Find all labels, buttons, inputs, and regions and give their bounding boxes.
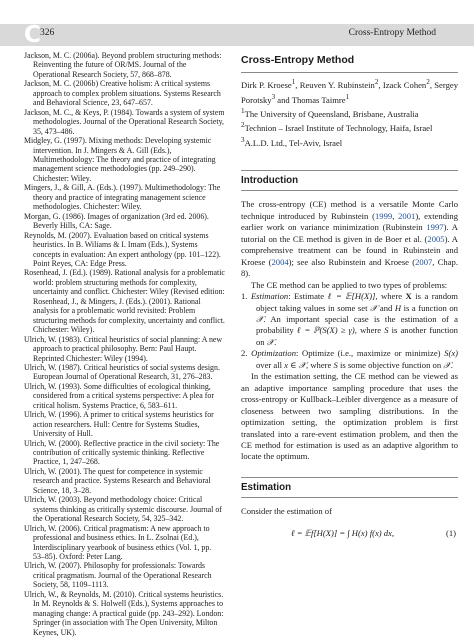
reference-item: Morgan, G. (1986). Images of organization (3rd ed. 2006). Beverly Hills, CA: Sage. (24, 211, 209, 231)
estimation-paragraph: Consider the estimation of (241, 506, 332, 517)
reference-item: Ulrich, W. (2001). The quest for competence in systemic research and practice. Systems Research and Behavioral Science, 18, 3–28. (24, 466, 211, 495)
citation-link[interactable]: 2004 (271, 256, 289, 267)
list-item (241, 348, 458, 371)
equation-1 (241, 523, 458, 545)
reference-item: Ulrich, W. (1996). A primer to critical systems heuristics for action researchers. Hull: Centre for Systems Studies, University of Hull. (24, 410, 214, 439)
author-name: Dirk P. Kroese (241, 80, 292, 91)
text-run: is some objective function on (337, 359, 444, 370)
list-term: Estimation (250, 291, 289, 302)
affiliation-mark: 3 (241, 135, 245, 144)
citation-link[interactable]: 2001 (398, 210, 416, 221)
text-run: . (274, 336, 277, 347)
reference-item: Ulrich, W. (2007). Philosophy for professionals: Towards critical pragmatism. Journal of the Operational Research Society, 58, 1109–1113. (24, 561, 212, 590)
section-rule (241, 190, 458, 191)
citation-link[interactable]: 1999 (375, 210, 393, 221)
text-run: : Estimate (288, 291, 328, 302)
math-inline: 𝒳 (443, 359, 451, 370)
affiliation-mark: 2 (426, 78, 430, 87)
author-name: , Sergey Porotsky (241, 80, 458, 105)
list-number: 1. (241, 291, 248, 302)
article-title: Cross-Entropy Method (241, 54, 355, 66)
page-number: 326 (40, 28, 55, 38)
section-heading-introduction: Introduction (241, 175, 299, 187)
reference-item: Jackson, M. C., & Keys, P. (1984). Towards a system of system methodologies. Journal of the Operational Research Society, 35, 473–486. (24, 107, 225, 136)
reference-item: Ulrich, W. (1983). Critical heuristics of social planning: A new approach to practical philosophy. Bern: Paul Haupt. Reprinted Chichester: Wiley (1994). (24, 334, 223, 363)
affiliation-text: Technion – Israel Institute of Technology, Haifa, Israel (244, 123, 433, 134)
list-number: 2. (241, 348, 248, 359)
intro-paragraph: The CE method can be applied to two types of problems: (251, 279, 448, 290)
running-title: Cross-Entropy Method (348, 28, 436, 38)
math-inline: x ∈ 𝒳 (284, 359, 307, 370)
text-run: , where (354, 325, 385, 336)
affiliation-text: A.L.D. Ltd., Tel-Aviv, Israel (244, 137, 343, 148)
math-inline: H (394, 302, 402, 313)
reference-item: Reynolds, M. (2007). Evaluation based on critical systems heuristics. In B. Wiliams & I. Imam (Eds.), Systems concepts in evaluation: An expert anthology (pp. 101–122). Point Reyes, CA: Edge Press. (24, 230, 221, 268)
author-name: , Izack Cohen (378, 80, 427, 91)
reference-item: Jackson, M. C. (2006b) Creative holism: A critical systems approach to complex problem situations. Systems Research and Behavioral Science, 23, 647–657. (24, 79, 221, 108)
author-name: and Thomas Taimre (275, 94, 346, 105)
article-column (241, 55, 458, 545)
title-rule (241, 72, 458, 73)
intro-paragraph: In the estimation setting, the CE method can be viewed as an adaptive importance sampling procedure that uses the cross-entropy or Kullback–Leibler divergence as a measure of closeness between two sampling distributions. In the optimization setting, the optimization problem is first translated into a rare-event estimation problem, and then the CE method for estimation is used as an adaptive algorithm to locate the optimum. (241, 371, 458, 462)
text-run: The cross-entropy (CE) method is a versatile Monte Carlo technique introduced by Rubinstein ( (241, 199, 458, 221)
equation-expression: ℓ = 𝔼f[H(X)] = ∫ H(x) f(x) dx, (291, 527, 395, 538)
affiliation-text: The University of Queensland, Brisbane, Australia (244, 108, 419, 119)
text-run: is another function on (256, 325, 458, 347)
text-run: and (377, 302, 395, 313)
math-inline: S (333, 359, 338, 370)
page-header (0, 24, 474, 46)
author-list (241, 77, 458, 106)
reference-item: Ulrich, W. (2003). Beyond methodology choice: Critical systems thinking as critically systemic discourse. Journal of the Operational Research Society, 54, 325–342. (24, 495, 222, 524)
reference-item: Ulrich, W. (2000). Reflective practice in the civil society: The contribution of critically systemic thinking. Reflective Practice, 1, 247–268. (24, 438, 220, 467)
reference-item: Ulrich, W. (1987). Critical heuristics of social systems design. European Journal of Operational Research, 31, 276–283. (24, 362, 220, 382)
math-inline: 𝒳 (266, 336, 275, 347)
section-rule (241, 477, 458, 478)
text-run: , where (306, 359, 334, 370)
text-run: over all (256, 359, 285, 370)
affiliation (241, 135, 458, 149)
reference-list (24, 51, 225, 637)
text-run: ). A tutorial on the CE method is given in de Boer et al. ( (241, 222, 458, 244)
math-inline: ℓ = ℙ(S(X) ≥ γ) (296, 325, 355, 336)
math-inline: X (405, 291, 412, 302)
citation-link[interactable]: 2007 (415, 256, 433, 267)
affiliation-mark: 1 (291, 78, 296, 87)
citation-link[interactable]: 2005 (427, 233, 445, 244)
math-inline: S (384, 325, 389, 336)
text-run: , Chap. 8). (241, 256, 458, 279)
problem-type-list (241, 291, 458, 371)
equation-number: (1) (445, 527, 456, 538)
math-inline: 𝒳 (256, 314, 264, 324)
section-heading-estimation: Estimation (241, 481, 292, 493)
math-inline: 𝒳 (369, 302, 378, 313)
affiliation (241, 106, 458, 120)
reference-item: Ulrich, W. (2006). Critical pragmatism: A new approach to professional and business ethics. In L. Zsolnai (Ed.), Interdisciplinary yearbook of business ethics (Vol. 1, pp. 53–85). Oxford: Peter Lang. (24, 523, 212, 562)
affiliation (241, 120, 458, 134)
text-run: : Optimize (i.e., maximize or minimize) (296, 348, 445, 359)
section-rule (241, 170, 458, 171)
list-item (241, 291, 458, 348)
section-rule (241, 497, 458, 498)
list-term: Optimization (251, 348, 296, 359)
intro-paragraph (241, 199, 458, 279)
text-run: is a function on (401, 302, 458, 313)
affiliation-mark: 1 (241, 107, 245, 116)
affiliation-mark: 1 (345, 92, 350, 101)
reference-item: Rosenhead, J. (Ed.). (1989). Rational analysis for a problematic world: problem structuring methods for complexity, uncertainty and conflict. Chichester: Wiley (Revised edition: Rosenhead, J., & Mingers, J. (Eds.). (2001). Rational analysis for a problematic world revisited: Problem structuring methods for complexity, uncertainty and conflict. Chichester: Wiley). (24, 268, 225, 335)
math-inline: S(x) (444, 348, 458, 359)
affiliation-mark: 3 (271, 92, 276, 101)
reference-item: Ulrich, W. (1993). Some difficulties of ecological thinking, considered from a critical systems perspective: A plea for critical holism. Systems Practice, 6, 583–611. (24, 381, 214, 410)
text-run: ). A comprehensive treatment can be found in Rubinstein and Kroese ( (241, 233, 459, 267)
reference-item: Midgley, G. (1997). Mixing methods: Developing systemic intervention. In J. Mingers & A. Gill (Eds.), Multimethodology: The theory and practice of integrating management science methodologies (pp. 249–290). Chichester: Wiley. (24, 136, 216, 183)
reference-item: Ulrich, W., & Reynolds, M. (2010). Critical systems heuristics. In M. Reynolds & S. Holwell (Eds.), Systems approaches to managing change: A practical guide (pp. 243–292). London: Springer (in association with The Open University, Milton Keynes, UK). (24, 589, 224, 637)
author-name: , Reuven Y. Rubinstein (295, 80, 375, 91)
text-run: ), extending earlier work on variance minimization (Rubinstein (241, 210, 458, 233)
affiliation-mark: 2 (374, 78, 379, 87)
math-inline: ℓ = 𝔼[H(X)] (327, 291, 376, 302)
reference-item: Jackson, M. C. (2006a). Beyond problem structuring methods: Reinventing the future of OR/MS. Journal of the Operational Research Society, 57, 868–878. (24, 51, 222, 79)
citation-link[interactable]: 1997 (426, 222, 444, 233)
text-run: . An important special case is the estimation of a probability (256, 314, 458, 336)
reference-item: Mingers, J., & Gill, A. (Eds.). (1997). Multimethodology: The theory and practice of integrating management science methodologies. Chichester: Wiley. (24, 183, 221, 212)
author-block (241, 77, 458, 149)
text-run: . (450, 359, 453, 370)
text-run: ); see also Rubinstein and Kroese ( (288, 256, 416, 267)
section-letter: C (24, 22, 41, 48)
text-run: , where (375, 291, 406, 302)
text-run: is a random object taking values in some set (256, 291, 458, 313)
text-run: , (392, 210, 399, 221)
affiliation-mark: 2 (241, 121, 245, 130)
